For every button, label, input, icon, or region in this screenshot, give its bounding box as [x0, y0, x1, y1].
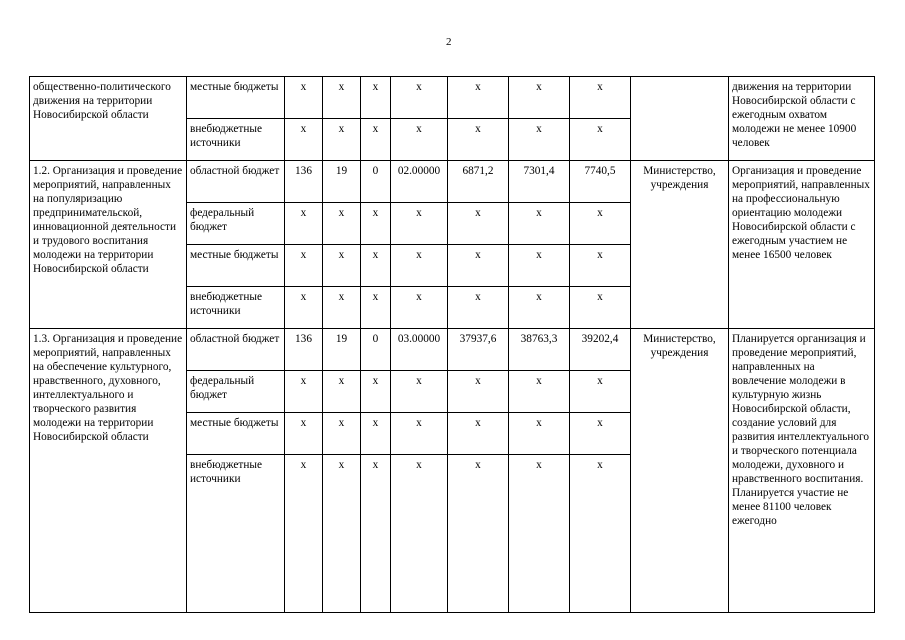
value-cell: x	[285, 245, 323, 287]
value-cell: x	[448, 203, 509, 245]
value-cell: x	[361, 77, 391, 119]
value-cell: x	[509, 119, 570, 161]
funding-source-cell: областной бюджет	[187, 329, 285, 371]
value-cell: x	[509, 413, 570, 455]
value-cell: x	[323, 371, 361, 413]
value-cell: x	[285, 203, 323, 245]
value-cell: x	[285, 77, 323, 119]
funding-source-cell: внебюджетные источники	[187, 119, 285, 161]
funding-source-cell: федеральный бюджет	[187, 203, 285, 245]
value-cell: x	[323, 455, 361, 613]
value-cell: 7740,5	[570, 161, 631, 203]
value-cell: x	[570, 77, 631, 119]
table-row	[30, 161, 875, 203]
value-cell: x	[361, 413, 391, 455]
value-cell: x	[391, 77, 448, 119]
task-cell: 1.3. Организация и проведение мероприятий, направленных на обеспечение культурного, нравственного, духовного, интеллектуального и творческого развития молодежи на территории Новосибирской области	[30, 329, 187, 613]
value-cell: x	[391, 287, 448, 329]
value-cell: x	[391, 371, 448, 413]
result-cell: движения на территории Новосибирской области с ежегодным охватом молодежи не менее 10900 человек	[729, 77, 875, 161]
value-cell: x	[391, 245, 448, 287]
value-cell: 37937,6	[448, 329, 509, 371]
value-cell: x	[570, 245, 631, 287]
value-cell: 0	[361, 161, 391, 203]
value-cell: x	[509, 203, 570, 245]
value-cell: x	[323, 287, 361, 329]
value-cell: x	[285, 413, 323, 455]
value-cell: x	[361, 287, 391, 329]
value-cell: x	[509, 371, 570, 413]
value-cell: x	[391, 203, 448, 245]
value-cell: x	[323, 119, 361, 161]
value-cell: x	[570, 371, 631, 413]
table-row	[30, 77, 875, 119]
value-cell: 136	[285, 161, 323, 203]
task-cell: 1.2. Организация и проведение мероприятий, направленных на популяризацию предпринимательской, инновационной деятельности и трудового воспитания молодежи на территории Новосибирской области	[30, 161, 187, 329]
value-cell: x	[448, 371, 509, 413]
value-cell: x	[448, 245, 509, 287]
value-cell: x	[391, 455, 448, 613]
executor-cell: Министерство, учреждения	[631, 161, 729, 329]
value-cell: x	[570, 203, 631, 245]
value-cell: x	[361, 455, 391, 613]
funding-source-cell: внебюджетные источники	[187, 287, 285, 329]
value-cell: x	[361, 245, 391, 287]
task-cell: общественно-политического движения на территории Новосибирской области	[30, 77, 187, 161]
executor-cell: Министерство, учреждения	[631, 329, 729, 613]
page-number: 2	[446, 36, 452, 48]
funding-source-cell: местные бюджеты	[187, 413, 285, 455]
funding-source-cell: местные бюджеты	[187, 77, 285, 119]
funding-source-cell: областной бюджет	[187, 161, 285, 203]
table-row	[30, 329, 875, 371]
value-cell: x	[570, 455, 631, 613]
value-cell: 19	[323, 161, 361, 203]
value-cell: x	[570, 119, 631, 161]
program-table	[29, 76, 875, 613]
value-cell: x	[323, 77, 361, 119]
result-cell: Планируется организация и проведение мероприятий, направленных на вовлечение молодежи в культурную жизнь Новосибирской области, создание условий для развития интеллектуального и творческого потенциала молодежи, духовного и нравственного воспитания. Планируется участие не менее 81100 человек ежегодно	[729, 329, 875, 613]
value-cell: 02.00000	[391, 161, 448, 203]
value-cell: x	[285, 287, 323, 329]
value-cell: x	[323, 413, 361, 455]
value-cell: 39202,4	[570, 329, 631, 371]
value-cell: x	[509, 77, 570, 119]
value-cell: x	[570, 413, 631, 455]
value-cell: x	[323, 203, 361, 245]
value-cell: x	[361, 119, 391, 161]
value-cell: x	[391, 413, 448, 455]
value-cell: x	[285, 119, 323, 161]
value-cell: x	[509, 287, 570, 329]
funding-source-cell: местные бюджеты	[187, 245, 285, 287]
value-cell: 136	[285, 329, 323, 371]
value-cell: x	[361, 203, 391, 245]
value-cell: x	[448, 455, 509, 613]
value-cell: 7301,4	[509, 161, 570, 203]
value-cell: x	[361, 371, 391, 413]
value-cell: 38763,3	[509, 329, 570, 371]
value-cell: x	[285, 371, 323, 413]
value-cell: x	[285, 455, 323, 613]
value-cell: x	[448, 77, 509, 119]
value-cell: x	[448, 119, 509, 161]
value-cell: 6871,2	[448, 161, 509, 203]
value-cell: x	[448, 287, 509, 329]
result-cell: Организация и проведение мероприятий, направленных на профессиональную ориентацию молодежи Новосибирской области с ежегодным участием не менее 16500 человек	[729, 161, 875, 329]
funding-source-cell: федеральный бюджет	[187, 371, 285, 413]
value-cell: x	[509, 245, 570, 287]
value-cell: 0	[361, 329, 391, 371]
value-cell: x	[448, 413, 509, 455]
value-cell: x	[509, 455, 570, 613]
value-cell: x	[323, 245, 361, 287]
value-cell: x	[391, 119, 448, 161]
value-cell: 19	[323, 329, 361, 371]
funding-source-cell: внебюджетные источники	[187, 455, 285, 613]
executor-cell	[631, 77, 729, 161]
value-cell: 03.00000	[391, 329, 448, 371]
value-cell: x	[570, 287, 631, 329]
